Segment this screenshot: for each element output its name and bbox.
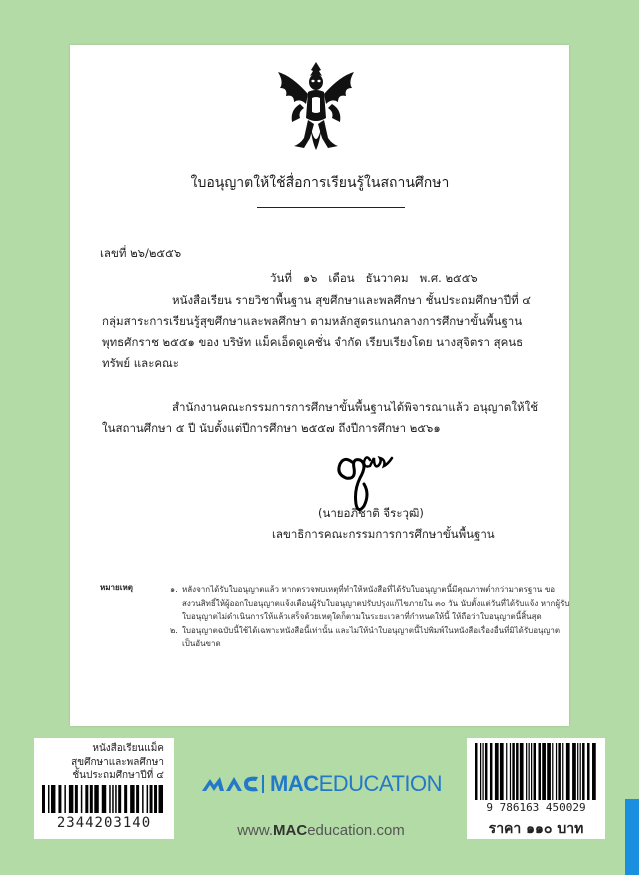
url-bold: MAC — [273, 822, 308, 839]
book-code-barcode — [40, 785, 168, 813]
note-number: ๒. — [170, 625, 178, 635]
book-tag-line: ชั้นประถมศึกษาปีที่ ๔ — [72, 770, 164, 781]
brand-education: EDUCATION — [318, 771, 443, 796]
note-item — [170, 583, 570, 624]
book-tag-line: หนังสือเรียนแม็ค — [92, 743, 164, 754]
note-text: หลังจากได้รับใบอนุญาตแล้ว หากตรวจพบเหตุที่ทำให้หนังสือที่ได้รับใบอนุญาตนี้มีคุณภาพต่ำกว่ามาตรฐาน ขอสงวนสิทธิ์ให้ผู้ออกใบอนุญาตแจ้งเตือนผู้รับใบอนุญาตปรับปรุงแก้ไขภายใน ๓๐ วัน นับตั้งแต่วันที่ได้รับแจ้ง หากผู้รับใบอนุญาตไม่ดำเนินการให้แล้วเสร็จด้วยเหตุใดก็ตามในระยะเวลาที่กำหนดให้นี้ ให้ถือว่าใบอนุญาตนี้สิ้นสุด — [182, 585, 570, 621]
document-number: เลขที่ ๒๖/๒๕๕๖ — [100, 246, 182, 260]
logo-divider — [262, 775, 264, 793]
book-tag-line: สุขศึกษาและพลศึกษา — [71, 756, 164, 768]
price-label: ราคา ๑๑๐ บาท — [488, 821, 584, 837]
note-number: ๑. — [170, 585, 178, 594]
license-paragraph-approval: สำนักงานคณะกรรมการการศึกษาขั้นพื้นฐานได้พิจารณาแล้ว อนุญาตให้ใช้ในสถานศึกษา ๕ ปี นับตั้งแต่ปีการศึกษา ๒๕๕๗ ถึงปีการศึกษา ๒๕๖๑ — [102, 400, 539, 435]
publisher-logo — [200, 772, 442, 796]
signer-name: (นายอภิชาติ จีระวุฒิ) — [318, 506, 424, 520]
garuda-emblem-icon — [270, 58, 362, 158]
mac-logo-icon — [200, 773, 260, 795]
title-divider — [257, 207, 405, 208]
signer-title: เลขาธิการคณะกรรมการการศึกษาขั้นพื้นฐาน — [272, 527, 495, 541]
note-text: ใบอนุญาตฉบับนี้ใช้ได้เฉพาะหนังสือนี้เท่านั้น และไม่ให้นำใบอนุญาตนี้ไปพิมพ์ในหนังสือเรื่องอื่นที่มิได้รับอนุญาตเป็นอันขาด — [182, 625, 561, 648]
notes-label: หมายเหตุ — [100, 583, 133, 592]
license-title: ใบอนุญาตให้ใช้สื่อการเรียนรู้ในสถานศึกษา — [190, 175, 450, 191]
book-code-label — [34, 738, 174, 839]
document-date: วันที่ ๑๖ เดือน ธันวาคม พ.ศ. ๒๕๕๖ — [270, 271, 478, 285]
url-prefix: www. — [237, 822, 274, 839]
website-url[interactable] — [205, 822, 437, 839]
notes-list — [170, 583, 570, 651]
isbn-barcode — [473, 743, 599, 800]
brand-name — [270, 771, 442, 797]
book-code-number: 2344203140 — [56, 815, 152, 831]
isbn-label — [467, 738, 605, 839]
license-paragraph-book: หนังสือเรียน รายวิชาพื้นฐาน สุขศึกษาและพลศึกษา ชั้นประถมศึกษาปีที่ ๔ กลุ่มสาระการเรียนรู้สุขศึกษาและพลศึกษา ตามหลักสูตรแกนกลางการศึกษาขั้นพื้นฐาน พุทธศักราช ๒๕๕๑ ของ บริษัท แม็คเอ็ดดูเคชั่น จำกัด เรียบเรียงโดย นางสุจิตรา สุคนธทรัพย์ และคณะ — [102, 293, 532, 370]
isbn-number: 9 786163 450029 — [486, 801, 586, 814]
book-tag-title — [34, 742, 164, 783]
edge-color-tab — [625, 799, 639, 875]
brand-mac: MAC — [270, 771, 319, 796]
url-suffix: education.com — [307, 822, 405, 839]
note-item — [170, 624, 570, 651]
